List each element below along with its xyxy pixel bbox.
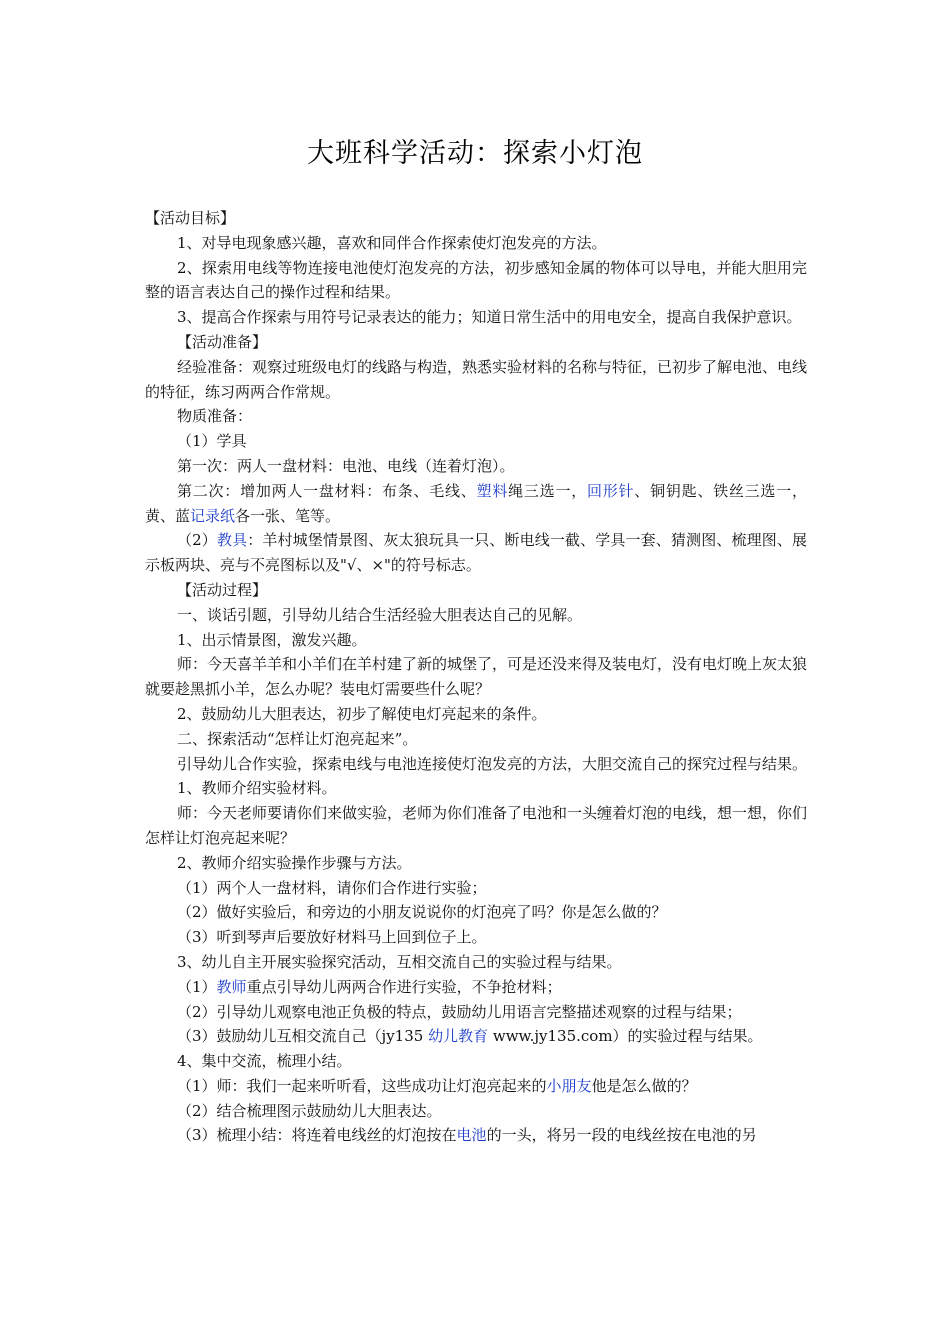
paragraph-text: 师：今天喜羊羊和小羊们在羊村建了新的城堡了，可是还没来得及装电灯，没有电灯晚上灰太狼就要趁黑抓小羊，怎么办呢？装电灯需要些什么呢？ [145,655,808,699]
paragraph [145,900,807,925]
paragraph-text: 经验准备：观察过班级电灯的线路与构造，熟悉实验材料的名称与特征，已初步了解电池、电线的特征，练习两两合作常规。 [145,357,808,401]
paragraph-text: （1）师：我们一起来听听看，这些成功让灯泡亮起来的 [177,1076,547,1095]
inline-link[interactable]: 回形针 [586,481,635,500]
paragraph-text: 2、教师介绍实验操作步骤与方法。 [177,853,412,872]
paragraph-text: 重点引导幼儿两两合作进行实验，不争抢材料； [246,977,562,996]
paragraph-text: 4、集中交流，梳理小结。 [177,1052,352,1071]
paragraph-text: 第一次：两人一盘材料：电池、电线（连着灯泡）。 [177,456,515,475]
paragraph [145,479,807,529]
paragraph-text: 1、教师介绍实验材料。 [177,779,337,798]
paragraph [145,1049,807,1074]
paragraph-text: 【活动目标】 [145,209,236,227]
paragraph-text: 引导幼儿合作实验，探索电线与电池连接使灯泡发亮的方法，大胆交流自己的探究过程与结果。 [177,754,808,773]
paragraph [145,925,807,950]
paragraph-text: 3、幼儿自主开展实验探究活动，互相交流自己的实验过程与结果。 [177,952,622,971]
paragraph [145,652,807,702]
inline-link[interactable]: 记录纸 [190,506,236,525]
paragraph-text: 2、鼓励幼儿大胆表达，初步了解使电灯亮起来的条件。 [177,704,547,723]
paragraph-text: 【活动准备】 [177,332,268,351]
paragraph [145,578,807,603]
paragraph-text: 一、谈话引题，引导幼儿结合生活经验大胆表达自己的见解。 [177,605,583,624]
paragraph-text: （1）学具 [177,432,247,451]
paragraph-text: ：羊村城堡情景图、灰太狼玩具一只、断电线一截、学具一套、猜测图、梳理图、展示板两块、亮与不亮图标以及"√、×"的符号标志。 [145,531,807,575]
paragraph [145,702,807,727]
paragraph [145,1123,807,1148]
paragraph [145,256,807,306]
paragraph-text: （1）两个人一盘材料，请你们合作进行实验； [177,878,487,897]
paragraph [145,801,807,851]
paragraph [145,727,807,752]
paragraph-text: 物质准备： [177,407,253,426]
paragraph-text: （2） [177,531,217,550]
paragraph-text: www.jy135.com）的实验过程与结果。 [488,1027,763,1046]
inline-link[interactable]: 电池 [456,1126,487,1145]
paragraph [145,206,807,231]
paragraph-text: 二、探索活动“怎样让灯泡亮起来”。 [177,729,418,748]
paragraph [145,355,807,405]
inline-link[interactable]: 幼儿教育 [428,1027,489,1046]
paragraph-text: 【活动过程】 [177,580,268,599]
paragraph-text: （2）引导幼儿观察电池正负极的特点，鼓励幼儿用语言完整描述观察的过程与结果； [177,1002,742,1021]
paragraph-text: （3）梳理小结：将连着电线丝的灯泡按在 [177,1126,457,1145]
paragraph [145,231,807,256]
paragraph [145,404,807,429]
paragraph-text: 他是怎么做的？ [591,1076,697,1095]
paragraph-text: 绳三选一， [508,481,587,500]
paragraph [145,851,807,876]
paragraph-text: 的一头，将另一段的电线丝按在电池的另 [486,1126,757,1145]
paragraph-text: （2）做好实验后，和旁边的小朋友说说你的灯泡亮了吗？你是怎么做的？ [177,903,667,922]
inline-link[interactable]: 教具 [216,531,248,550]
document-title: 大班科学活动：探索小灯泡 [307,138,643,169]
paragraph-text: 各一张、笔等。 [235,506,341,525]
paragraph [145,305,807,330]
paragraph [145,628,807,653]
paragraph [145,1074,807,1099]
paragraph [145,1024,807,1049]
paragraph-text: 2、探索用电线等物连接电池使灯泡发亮的方法，初步感知金属的物体可以导电，并能大胆用完整的语言表达自己的操作过程和结果。 [145,258,807,302]
paragraph [145,454,807,479]
paragraph-text: 1、出示情景图，激发兴趣。 [177,630,367,649]
document-body [145,206,807,1148]
paragraph [145,1000,807,1025]
paragraph [145,1099,807,1124]
paragraph [145,776,807,801]
paragraph-text: （2）结合梳理图示鼓励幼儿大胆表达。 [177,1101,442,1120]
paragraph [145,330,807,355]
inline-link[interactable]: 小朋友 [546,1076,592,1095]
inline-link[interactable]: 塑料 [476,481,509,500]
paragraph-text: 1、对导电现象感兴趣，喜欢和同伴合作探索使灯泡发亮的方法。 [177,233,607,252]
paragraph [145,876,807,901]
paragraph [145,950,807,975]
paragraph-text: 第二次：增加两人一盘材料：布条、毛线、 [177,481,477,500]
paragraph-text: （1） [177,977,217,996]
paragraph [145,528,807,578]
paragraph-text: （3）鼓励幼儿互相交流自己（jy135 [177,1027,429,1046]
paragraph [145,752,807,777]
inline-link[interactable]: 教师 [216,977,247,996]
paragraph-text: 3、提高合作探索与用符号记录表达的能力；知道日常生活中的用电安全，提高自我保护意识。 [177,308,802,327]
paragraph-text: 、铜钥匙、铁丝三选一，黄、蓝 [145,481,807,525]
paragraph [145,975,807,1000]
paragraph [145,603,807,628]
paragraph [145,429,807,454]
paragraph-text: 师：今天老师要请你们来做实验，老师为你们准备了电池和一头缠着灯泡的电线，想一想，你们怎样让灯泡亮起来呢？ [145,804,808,847]
paragraph-text: （3）听到琴声后要放好材料马上回到位子上。 [177,928,487,947]
